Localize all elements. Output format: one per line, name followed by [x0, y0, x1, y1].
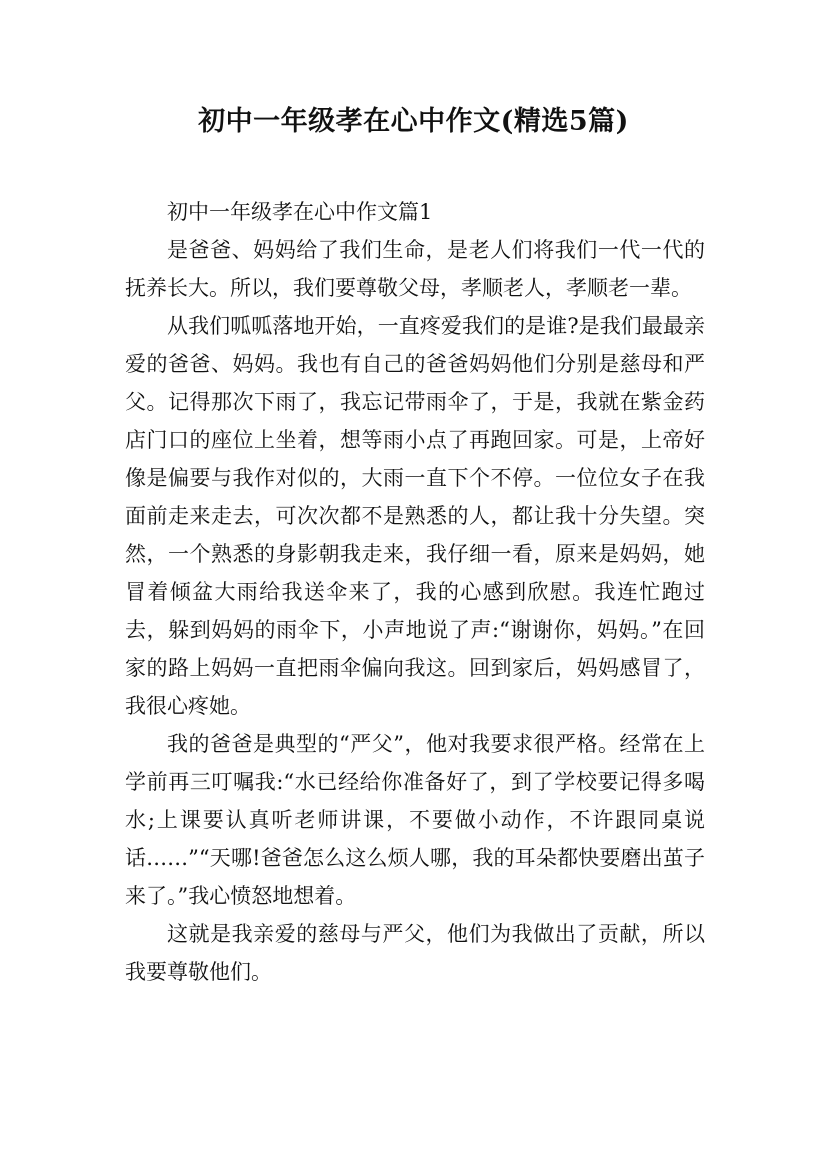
- paragraph-1: 是爸爸、妈妈给了我们生命，是老人们将我们一代一代的抚养长大。所以，我们要尊敬父母，孝顺老人，孝顺老一辈。: [125, 238, 705, 300]
- paragraph-3: 我的爸爸是典型的“严父”，他对我要求很严格。经常在上学前再三叮嘱我:“水已经给你准备好了，到了学校要记得多喝水;上课要认真听老师讲课，不要做小动作，不许跟同桌说话……”“天哪!爸爸怎么这么烦人哪，我的耳朵都快要磨出茧子来了。”我心愤怒地想着。: [125, 732, 705, 908]
- document-title: 初中一年级孝在心中作文(精选5篇): [198, 106, 629, 137]
- paragraph-2: 从我们呱呱落地开始，一直疼爱我们的是谁?是我们最最亲爱的爸爸、妈妈。我也有自己的爸爸妈妈他们分别是慈母和严父。记得那次下雨了，我忘记带雨伞了，于是，我就在紫金药店门口的座位上坐着，想等雨小点了再跑回家。可是，上帝好像是偏要与我作对似的，大雨一直下个不停。一位位女子在我面前走来走去，可次次都不是熟悉的人，都让我十分失望。突然，一个熟悉的身影朝我走来，我仔细一看，原来是妈妈，她冒着倾盆大雨给我送伞来了，我的心感到欣慰。我连忙跑过去，躲到妈妈的雨伞下，小声地说了声:“谢谢你，妈妈。”在回家的路上妈妈一直把雨伞偏向我这。回到家后，妈妈感冒了，我很心疼她。: [125, 314, 705, 718]
- paragraph-4: 这就是我亲爱的慈母与严父，他们为我做出了贡献，所以我要尊敬他们。: [125, 922, 705, 984]
- document-body: [125, 193, 705, 991]
- section-title: 初中一年级孝在心中作文篇1: [167, 200, 433, 224]
